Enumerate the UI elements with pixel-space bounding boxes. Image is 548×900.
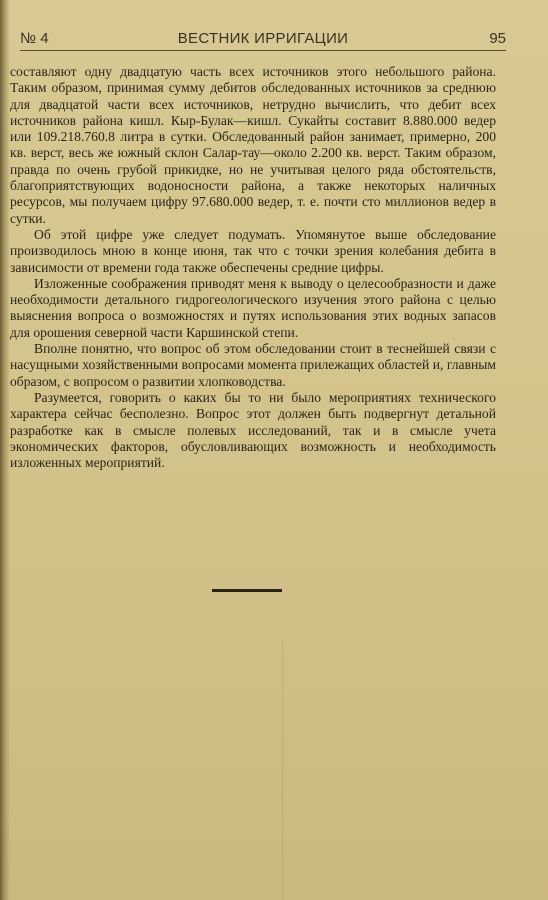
paragraph: Вполне понятно, что вопрос об этом обследовании стоит в теснейшей связи с насущными хозяйственными вопросами момента прилежащих областей и, главным образом, с вопросом о развитии хлопководства. [10, 341, 496, 389]
page-binding-shadow [0, 0, 10, 900]
running-header [20, 28, 506, 51]
end-of-article-rule [212, 589, 282, 592]
page-number: 95 [489, 30, 506, 47]
paragraph: Об этой цифре уже следует подумать. Упомянутое выше обследование производилось мною в конце июня, так что с точки зрения колебания дебита в зависимости от времени года также обеспечены средние цифры. [10, 226, 496, 275]
journal-title: ВЕСТНИК ИРРИГАЦИИ [177, 30, 349, 47]
article-body [10, 64, 496, 471]
paper-crease [282, 640, 283, 900]
paragraph: Разумеется, говорить о каких бы то ни было мероприятиях технического характера сейчас бесполезно. Вопрос этот должен быть подвергнут детальной разработке как в смысле полевых исследований, так и в смысле учета экономических факторов, обусловливающих возможность и необходимость изложенных мероприятий. [10, 389, 496, 471]
paragraph: Изложенные соображения приводят меня к выводу о целесообразности и даже необходимости детального гидрогеологического изучения этого района с целью выяснения вопроса о возможностях и путях использования этих водных запасов для орошения северной части Каршинской степи. [10, 275, 496, 340]
issue-number: № 4 [20, 30, 49, 47]
paragraph-continued: составляют одну двадцатую часть всех источников этого небольшого района. Таким образом, принимая сумму дебитов обследованных источников за среднюю для двадцатой части всех источников, нетрудно вычислить, что дебит всех источников района кишл. Кыр-Булак—кишл. Сукайты составит 8.880.000 ведер или 109.218.760.8 литра в сутки. Обследованный район занимает, примерно, 200 кв. верст, весь же южный склон Салар-тау—около 2.200 кв. верст. Таким образом, правда по очень грубой прикидке, но не учитывая целого ряда обстоятельств, благоприятствующих водоносности района, а также некоторых наличных ресурсов, мы получаем цифру 97.680.000 ведер, т. е. почти сто миллионов ведер в сутки. [10, 64, 496, 226]
